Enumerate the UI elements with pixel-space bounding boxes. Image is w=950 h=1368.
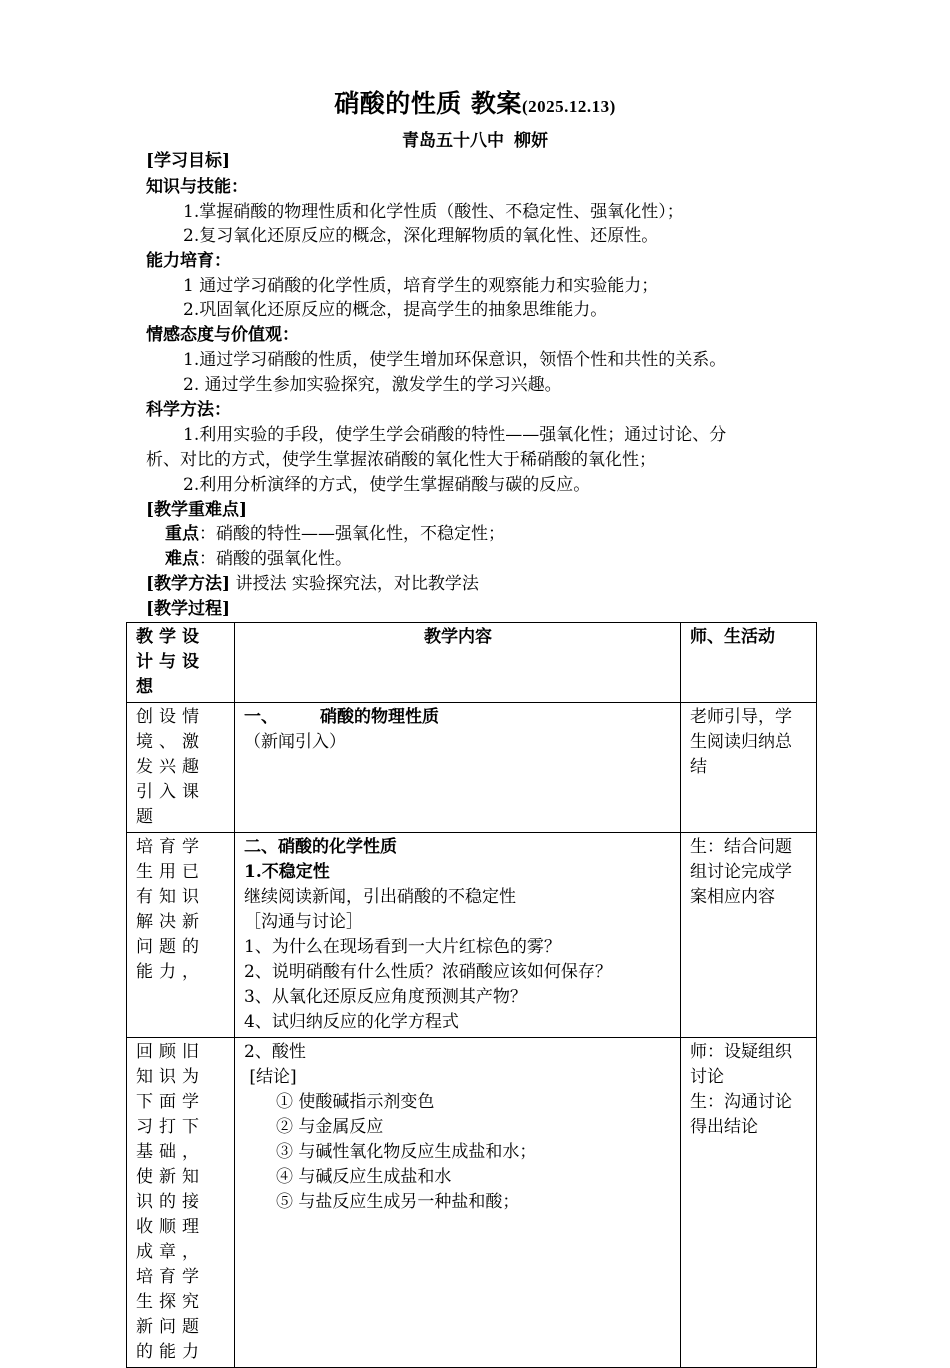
teacher-activity: 师：设疑组织讨论 (690, 1042, 792, 1087)
activity-cell (681, 1038, 817, 1368)
list-item: ③ 与碱性氧化物反应生成盐和水； (276, 1142, 537, 1162)
title-date: (2025.12.13) (521, 97, 616, 116)
knowledge-label: 知识与技能： (146, 177, 248, 197)
difficulty-label: 难点 (165, 549, 199, 569)
focus-label: 重点 (165, 524, 199, 544)
teaching-process-table (126, 622, 817, 1368)
content-line: （新闻引入） (244, 732, 346, 752)
emotion-item: 2. 通过学生参加实验探究，激发学生的学习兴趣。 (183, 375, 562, 395)
list-item: ⑤ 与盐反应生成另一种盐和酸； (276, 1192, 520, 1212)
content-title (244, 705, 672, 730)
content-subtitle: [结论] (244, 1067, 297, 1087)
content-line: 3、从氧化还原反应角度预测其产物？ (244, 987, 527, 1007)
list-item: ② 与金属反应 (276, 1117, 384, 1137)
focus-line (165, 522, 505, 546)
header-design: 教学设计与设想 (127, 623, 235, 703)
school-name: 青岛五十八中 (402, 131, 504, 151)
objectives-heading: [学习目标] (146, 151, 231, 171)
content-title: 二、硝酸的化学性质 (244, 837, 397, 857)
table-row (127, 703, 817, 833)
activity-cell: 生：结合问题组讨论完成学案相应内容 (681, 833, 817, 1038)
document-title (0, 84, 950, 120)
teaching-method-heading: [教学方法] (146, 574, 231, 594)
knowledge-item: 2.复习氧化还原反应的概念，深化理解物质的氧化性、还原性。 (183, 226, 659, 246)
author-name: 柳妍 (514, 131, 548, 151)
ability-label: 能力培育： (146, 251, 231, 271)
list-item: ④ 与碱反应生成盐和水 (276, 1167, 452, 1187)
content-cell (235, 1038, 681, 1368)
content-line: 1、为什么在现场看到一大片红棕色的雾？ (244, 937, 561, 957)
method-item: 1.利用实验的手段，使学生学会硝酸的特性——强氧化性；通过讨论、分 (183, 425, 727, 445)
method-label: 科学方法： (146, 400, 231, 420)
document-subtitle (0, 126, 950, 151)
table-header-row (127, 623, 817, 703)
conclusion-list (244, 1090, 672, 1215)
header-activity: 师、生活动 (681, 623, 817, 703)
emotion-label: 情感态度与价值观： (146, 325, 299, 345)
ability-item: 1 通过学习硝酸的化学性质，培育学生的观察能力和实验能力； (183, 276, 659, 296)
activity-cell: 老师引导，学生阅读归纳总结 (681, 703, 817, 833)
content-subtitle: 1.不稳定性 (244, 862, 330, 882)
content-line: 4、试归纳反应的化学方程式 (244, 1012, 459, 1032)
difficulty-text: ：硝酸的强氧化性。 (199, 549, 352, 569)
emotion-item: 1.通过学习硝酸的性质，使学生增加环保意识，领悟个性和共性的关系。 (183, 350, 727, 370)
difficulty-line (165, 547, 352, 571)
knowledge-item: 1.掌握硝酸的物理性质和化学性质（酸性、不稳定性、强氧化性）； (183, 202, 684, 222)
content-line: 2、说明硝酸有什么性质？浓硝酸应该如何保存？ (244, 962, 612, 982)
content-title-text: 硝酸的物理性质 (320, 707, 439, 727)
header-content: 教学内容 (235, 623, 681, 703)
content-cell (235, 833, 681, 1038)
design-cell: 创设情境、激发兴趣引入课题 (127, 703, 235, 833)
content-title: 2、酸性 (244, 1042, 306, 1062)
content-line: 继续阅读新闻，引出硝酸的不稳定性 (244, 887, 516, 907)
table-row (127, 1038, 817, 1368)
table-row (127, 833, 817, 1038)
key-points-heading: [教学重难点] (146, 500, 248, 520)
content-line: ［沟通与讨论］ (244, 912, 363, 932)
method-item: 2.利用分析演绎的方式，使学生掌握硝酸与碳的反应。 (183, 475, 591, 495)
process-heading: [教学过程] (146, 599, 231, 619)
list-item: ① 使酸碱指示剂变色 (276, 1092, 435, 1112)
method-item-continued: 析、对比的方式，使学生掌握浓硝酸的氧化性大于稀硝酸的氧化性； (146, 450, 656, 470)
ability-item: 2.巩固氧化还原反应的概念，提高学生的抽象思维能力。 (183, 300, 608, 320)
title-text: 硝酸的性质 教案 (334, 89, 522, 118)
student-activity: 生：沟通讨论得出结论 (690, 1092, 792, 1137)
design-cell: 回顾旧知识为下面学习打下基础，使新知识的接收顺理成章，培育学生探究新问题的能力 (127, 1038, 235, 1368)
focus-text: ：硝酸的特性——强氧化性，不稳定性； (199, 524, 505, 544)
content-cell (235, 703, 681, 833)
design-cell: 培育学生用已有知识解决新问题的能力， (127, 833, 235, 1038)
content-title-num: 一、 (244, 707, 278, 727)
teaching-method-text: 讲授法 实验探究法，对比教学法 (230, 574, 479, 594)
teaching-method-line (146, 572, 479, 596)
